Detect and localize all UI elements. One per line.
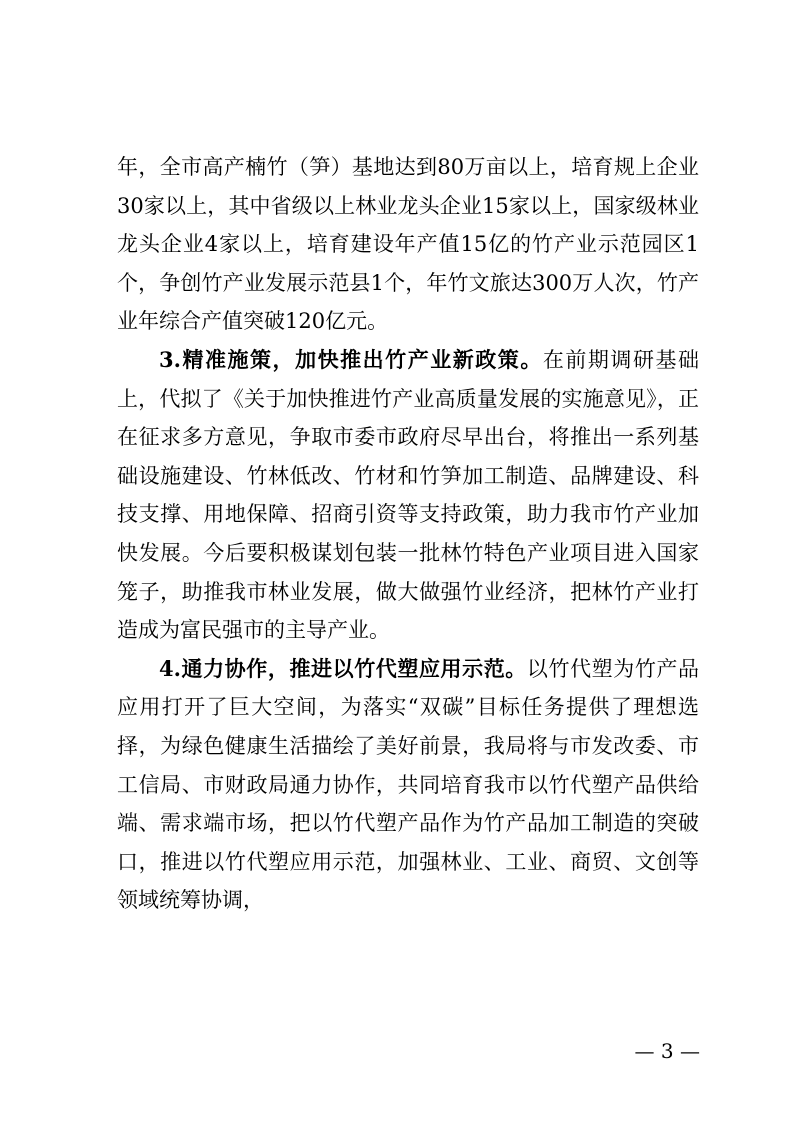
paragraph-heading: 3.精准施策，加快推出竹产业新政策。	[159, 346, 543, 372]
body-text	[117, 148, 699, 920]
page-number: — 3 —	[634, 1039, 700, 1063]
paragraph-policy	[117, 341, 699, 650]
paragraph-text: 在前期调研基础上，代拟了《关于加快推进竹产业高质量发展的实施意见》，正在征求多方意见，争取市委市政府尽早出台，将推出一系列基础设施建设、竹林低改、竹材和竹笋加工制造、品牌建设、科技支撑、用地保障、招商引资等支持政策，助力我市竹产业加快发展。今后要积极谋划包装一批林竹特色产业项目进入国家笼子，助推我市林业发展，做大做强竹业经济，把林竹产业打造成为富民强市的主导产业。	[117, 347, 700, 643]
paragraph-text: 以竹代塑为竹产品应用打开了巨大空间，为落实“双碳”目标任务提供了理想选择，为绿色健康生活描绘了美好前景，我局将与市发改委、市工信局、市财政局通力协作，共同培育我市以竹代塑产品供给端、需求端市场，把以竹代塑产品作为竹产品加工制造的突破口，推进以竹代塑应用示范，加强林业、工业、商贸、文创等领域统筹协调，	[117, 656, 700, 913]
paragraph-text: 年，全市高产楠竹（笋）基地达到80万亩以上，培育规上企业30家以上，其中省级以上林业龙头企业15家以上，国家级林业龙头企业4家以上，培育建设年产值15亿的竹产业示范园区1个，争创竹产业发展示范县1个，年竹文旅达300万人次，竹产业年综合产值突破120亿元。	[117, 155, 699, 334]
paragraph-bamboo-plastic	[117, 650, 699, 920]
paragraph-heading: 4.通力协作，推进以竹代塑应用示范。	[159, 655, 527, 681]
paragraph-continuation	[117, 148, 699, 341]
